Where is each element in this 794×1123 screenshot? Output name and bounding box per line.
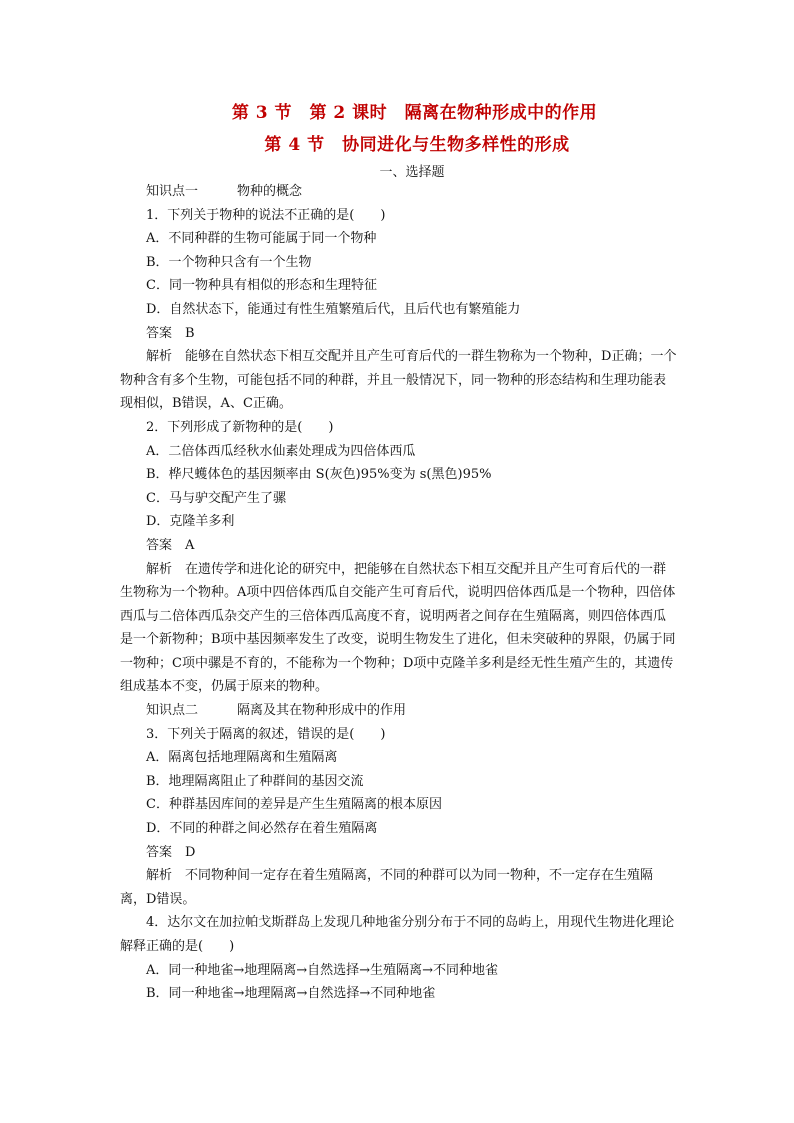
answer-label: 答案 [146, 325, 173, 341]
q2-option-a: A．二倍体西瓜经秋水仙素处理成为四倍体西瓜 [146, 443, 416, 459]
q1-analysis [120, 345, 678, 416]
q3-option-a: A．隔离包括地理隔离和生殖隔离 [146, 750, 338, 766]
q3-answer [120, 841, 678, 865]
analysis-label: 解析 [146, 349, 173, 365]
q4-option-b: B．同一种地雀→地理隔离→自然选择→不同种地雀 [146, 986, 436, 1002]
q1-option-c: C．同一物种具有相似的形态和生理特征 [146, 278, 377, 294]
q1-stem: 1．下列关于物种的说法不正确的是( ) [146, 207, 386, 223]
answer-label: 答案 [146, 537, 173, 553]
q1-option-a: A．不同种群的生物可能属于同一个物种 [146, 231, 377, 247]
answer-value: B [185, 325, 195, 341]
analysis-text: 能够在自然状态下相互交配并且产生可育后代的一群生物称为一个物种，D正确；一个物种含有多个生物，可能包括不同的种群，并且一般情况下，同一物种的形态结构和生理功能表现相似，B错误，A、C正确。 [120, 349, 677, 412]
q4-stem: 4．达尔文在加拉帕戈斯群岛上发现几种地雀分别分布于不同的岛屿上，用现代生物进化理论解释正确的是( ) [120, 915, 675, 954]
analysis-label: 解析 [146, 868, 173, 884]
question-body [120, 180, 678, 1006]
answer-value: D [185, 844, 196, 860]
q3-stem: 3．下列关于隔离的叙述，错误的是( ) [146, 726, 386, 742]
title-line-2: 第 4 节 协同进化与生物多样性的形成 [264, 135, 570, 155]
q3-option-d: D．不同的种群之间必然存在着生殖隔离 [146, 821, 378, 837]
q3-analysis [120, 864, 678, 911]
knowledge-point-1: 知识点一 物种的概念 [146, 184, 303, 199]
analysis-text: 在遗传学和进化论的研究中，把能够在自然状态下相互交配并且产生可育后代的一群生物称为一个物种。A项中四倍体西瓜自交能产生可育后代，说明四倍体西瓜是一个物种，四倍体西瓜与二倍体西瓜杂交产生的三倍体西瓜高度不育，说明两者之间存在生殖隔离，则四倍体西瓜是一个新物种；B项中基因频率发生了改变，说明生物发生了进化，但未突破种的界限，仍属于同一物种；C项中骡是不育的，不能称为一个物种；D项中克隆羊多利是经无性生殖产生的，其遗传组成基本不变，仍属于原来的物种。 [120, 561, 676, 695]
q3-option-c: C．种群基因库间的差异是产生生殖隔离的根本原因 [146, 797, 442, 813]
answer-value: A [185, 537, 195, 553]
q2-option-d: D．克隆羊多利 [146, 514, 235, 530]
q1-option-b: B．一个物种只含有一个生物 [146, 254, 312, 270]
title-line-1: 第 3 节 第 2 课时 隔离在物种形成中的作用 [231, 103, 598, 123]
q2-option-b: B．桦尺蠖体色的基因频率由 S(灰色)95%变为 s(黑色)95% [146, 467, 492, 483]
q4-option-a: A．同一种地雀→地理隔离→自然选择→生殖隔离→不同种地雀 [146, 962, 498, 978]
section-heading: 一、选择题 [379, 165, 445, 180]
q1-option-d: D．自然状态下，能通过有性生殖繁殖后代，且后代也有繁殖能力 [146, 301, 521, 317]
q2-option-c: C．马与驴交配产生了骡 [146, 490, 286, 506]
q3-option-b: B．地理隔离阻止了种群间的基因交流 [146, 773, 364, 789]
q2-stem: 2．下列形成了新物种的是( ) [146, 419, 334, 435]
answer-label: 答案 [146, 844, 173, 860]
q1-answer [120, 322, 678, 346]
q2-analysis [120, 558, 678, 700]
analysis-text: 不同物种间一定存在着生殖隔离，不同的种群可以为同一物种，不一定存在生殖隔离，D错误。 [120, 868, 654, 907]
knowledge-point-2: 知识点二 隔离及其在物种形成中的作用 [146, 703, 407, 719]
q2-answer [120, 534, 678, 558]
analysis-label: 解析 [146, 561, 173, 577]
